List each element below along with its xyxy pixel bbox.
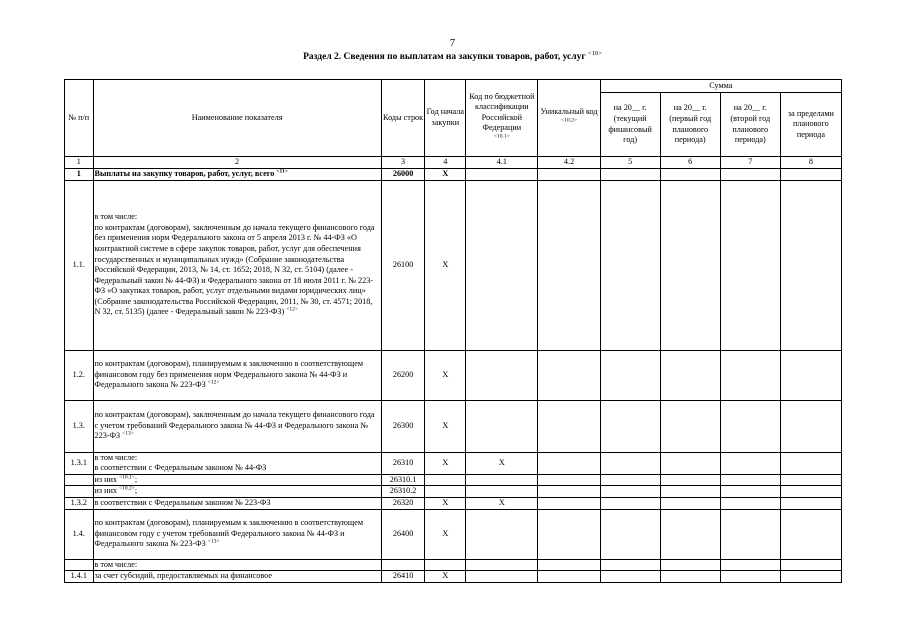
row-note: <13>: [207, 538, 220, 545]
row-code: 26300: [381, 400, 425, 452]
cell: [600, 571, 660, 583]
row-num: 1.1.: [65, 180, 94, 350]
row-code: 26000: [381, 168, 425, 180]
cell: [720, 168, 780, 180]
row-num: 1.4.1: [65, 571, 94, 583]
cell: [780, 168, 841, 180]
row-code: 26400: [381, 509, 425, 559]
row-name: [93, 180, 381, 350]
row-name-text: в том числе:: [94, 452, 138, 462]
row-name: [93, 474, 381, 486]
cell: [720, 400, 780, 452]
cell: [466, 571, 538, 583]
cell: [660, 474, 720, 486]
cell: [466, 559, 538, 571]
cell: [381, 559, 425, 571]
header-c6: на 20__ г. (первый год планового периода): [660, 93, 720, 157]
table-row: [65, 400, 842, 452]
cell: [600, 474, 660, 486]
header-uniq-text: Уникальный код: [540, 107, 598, 117]
cell: [538, 168, 600, 180]
header-kbk-text: Код по бюджетной классификации Российской Федерации: [469, 91, 535, 133]
cell: [780, 486, 841, 498]
cell: [720, 350, 780, 400]
row-name-text: Выплаты на закупку товаров, работ, услуг, всего: [94, 168, 275, 178]
cell: [538, 509, 600, 559]
row-code: 26410: [381, 571, 425, 583]
header-kbk-note: <10.1>: [493, 133, 510, 140]
row-name-text: из них: [94, 474, 118, 484]
row-name-text: в том числе: по контрактам (договорам), заключенным до начала текущего финансового года без применения норм Федерального закона от 5 апреля 2013 г. № 44-ФЗ «О контрактной системе в сфере закупок товаров, работ, услуг для обеспечения государственных и муниципальных нужд» (Собрание законодательства Российской Федерации, 2013, № 14, ст. 1652; 2018, N 32, ст. 5104) (далее - Федеральный закон № 44-ФЗ) и Федерального закона от 18 июля 2011 г. № 223-ФЗ «О закупках товаров, работ, услуг отдельными видами юридических лиц» (Собрание законодательства Российской Федерации, 2011, № 30, ст. 4571; 2018, N 32, ст. 5135) (далее - Федеральный закон № 223-ФЗ): [94, 212, 375, 317]
row-name: [93, 452, 381, 474]
cell: [660, 400, 720, 452]
cell: [538, 452, 600, 474]
row-code: 26320: [381, 497, 425, 509]
cell: [600, 180, 660, 350]
row-code: 26100: [381, 180, 425, 350]
row-code: 26310.1: [381, 474, 425, 486]
row-code: 26310: [381, 452, 425, 474]
section-title: [0, 49, 905, 62]
cell: [660, 509, 720, 559]
cell: [660, 571, 720, 583]
header-uniq-note: <10.2>: [561, 117, 577, 124]
table-row: [65, 350, 842, 400]
table-row: [65, 497, 842, 509]
cell: [466, 350, 538, 400]
header-c8: за пределами планового периода: [780, 93, 841, 157]
row-name-text: в соответствии с Федеральным законом № 44-ФЗ: [94, 463, 267, 473]
row-name: [93, 168, 381, 180]
colnum: 8: [780, 157, 841, 169]
row-note: <11>: [276, 168, 288, 175]
row-code: 26200: [381, 350, 425, 400]
cell: [720, 497, 780, 509]
row-name: в том числе:: [93, 559, 381, 571]
cell: [600, 168, 660, 180]
section-title-text: Раздел 2. Сведения по выплатам на закупки товаров, работ, услуг: [303, 52, 586, 62]
colnum: 2: [93, 157, 381, 169]
row-year: X: [425, 350, 466, 400]
cell: [538, 180, 600, 350]
row-year: X: [425, 571, 466, 583]
cell: [425, 559, 466, 571]
row-year: X: [425, 509, 466, 559]
cell: [660, 452, 720, 474]
row-name: [93, 509, 381, 559]
colnum: 4.1: [466, 157, 538, 169]
header-name: Наименование показателя: [93, 80, 381, 157]
header-sum: Сумма: [600, 80, 841, 93]
cell: [65, 486, 94, 498]
cell: [660, 350, 720, 400]
row-year: X: [425, 452, 466, 474]
cell: [425, 474, 466, 486]
cell: [425, 486, 466, 498]
cell: [780, 180, 841, 350]
cell: [780, 350, 841, 400]
header-year: Год начала закупки: [425, 80, 466, 157]
row-note: <12>: [286, 306, 298, 313]
row-year: X: [425, 497, 466, 509]
cell: [538, 486, 600, 498]
header-kbk: [466, 80, 538, 157]
header-row-1: [65, 80, 842, 93]
colnum: 1: [65, 157, 94, 169]
cell: [780, 571, 841, 583]
row-name-tail: ;: [134, 474, 138, 484]
row-note: <13>: [122, 430, 134, 437]
cell: [780, 474, 841, 486]
cell: [720, 509, 780, 559]
header-uniq: [538, 80, 600, 157]
row-name-text: по контрактам (договорам), планируемым к заключению в соответствующем финансовом году с учетом требований Федерального закона № 44-ФЗ и Федерального закона № 223-ФЗ: [94, 518, 364, 549]
cell: [660, 559, 720, 571]
section-title-note: <10>: [588, 49, 602, 57]
cell: [65, 559, 94, 571]
cell: [600, 486, 660, 498]
cell: [720, 474, 780, 486]
cell: [780, 509, 841, 559]
cell: [466, 474, 538, 486]
row-name: в соответствии с Федеральным законом № 223-ФЗ: [93, 497, 381, 509]
cell: [660, 168, 720, 180]
cell: [65, 474, 94, 486]
cell: [600, 452, 660, 474]
cell: [780, 400, 841, 452]
colnum: 5: [600, 157, 660, 169]
header-c7: на 20__ г. (второй год планового периода): [720, 93, 780, 157]
table-row: [65, 571, 842, 583]
table-row: [65, 559, 842, 571]
cell: [466, 509, 538, 559]
cell: [780, 452, 841, 474]
cell: [466, 168, 538, 180]
cell: [720, 486, 780, 498]
row-name: [93, 400, 381, 452]
cell: [600, 509, 660, 559]
table-row: [65, 486, 842, 498]
row-year: X: [425, 168, 466, 180]
row-name: за счет субсидий, предоставляемых на финансовое: [93, 571, 381, 583]
row-name-text: по контрактам (договорам), планируемым к заключению в соответствующем финансовом году без применения норм Федерального закона № 44-ФЗ и Федерального закона № 223-ФЗ: [94, 359, 364, 390]
row-num: 1.3.: [65, 400, 94, 452]
row-name: [93, 486, 381, 498]
cell: [466, 180, 538, 350]
cell: [538, 400, 600, 452]
row-note: <10.1>: [119, 474, 135, 481]
cell: [466, 400, 538, 452]
row-note: <12>: [207, 379, 220, 386]
cell: [466, 486, 538, 498]
row-name: [93, 350, 381, 400]
cell: [538, 474, 600, 486]
table-row: [65, 474, 842, 486]
row-num: 1.4.: [65, 509, 94, 559]
cell: [538, 497, 600, 509]
row-num: 1: [65, 168, 94, 180]
cell: [780, 559, 841, 571]
row-name-text: из них: [94, 486, 118, 496]
row-kbk: X: [466, 497, 538, 509]
cell: [600, 497, 660, 509]
cell: [720, 559, 780, 571]
cell: [660, 497, 720, 509]
header-codes: Коды строк: [381, 80, 425, 157]
row-code: 26310.2: [381, 486, 425, 498]
row-num: 1.3.2: [65, 497, 94, 509]
colnum-row: [65, 157, 842, 169]
row-num: 1.2.: [65, 350, 94, 400]
cell: [538, 559, 600, 571]
cell: [600, 559, 660, 571]
cell: [660, 486, 720, 498]
row-num: 1.3.1: [65, 452, 94, 474]
colnum: 4: [425, 157, 466, 169]
cell: [538, 350, 600, 400]
cell: [538, 571, 600, 583]
page-number: 7: [449, 38, 456, 49]
cell: [600, 400, 660, 452]
row-kbk: X: [466, 452, 538, 474]
cell: [660, 180, 720, 350]
colnum: 7: [720, 157, 780, 169]
header-num: № п/п: [65, 80, 94, 157]
row-note: <10.2>: [119, 485, 135, 492]
colnum: 4.2: [538, 157, 600, 169]
colnum: 6: [660, 157, 720, 169]
cell: [720, 180, 780, 350]
row-year: X: [425, 180, 466, 350]
cell: [720, 452, 780, 474]
cell: [720, 571, 780, 583]
cell: [780, 497, 841, 509]
row-name-text: по контрактам (договорам), заключенным до начала текущего финансового года с учетом требований Федерального закона № 44-ФЗ и Федерального закона № 223-ФЗ: [94, 410, 375, 441]
row-name-tail: ;: [134, 486, 138, 496]
purchases-table: [64, 79, 842, 583]
header-c5: на 20__ г. (текущий финансовый год): [600, 93, 660, 157]
table-row: [65, 452, 842, 474]
row-year: X: [425, 400, 466, 452]
table-row: [65, 509, 842, 559]
colnum: 3: [381, 157, 425, 169]
cell: [600, 350, 660, 400]
table-row: [65, 180, 842, 350]
table-row: [65, 168, 842, 180]
